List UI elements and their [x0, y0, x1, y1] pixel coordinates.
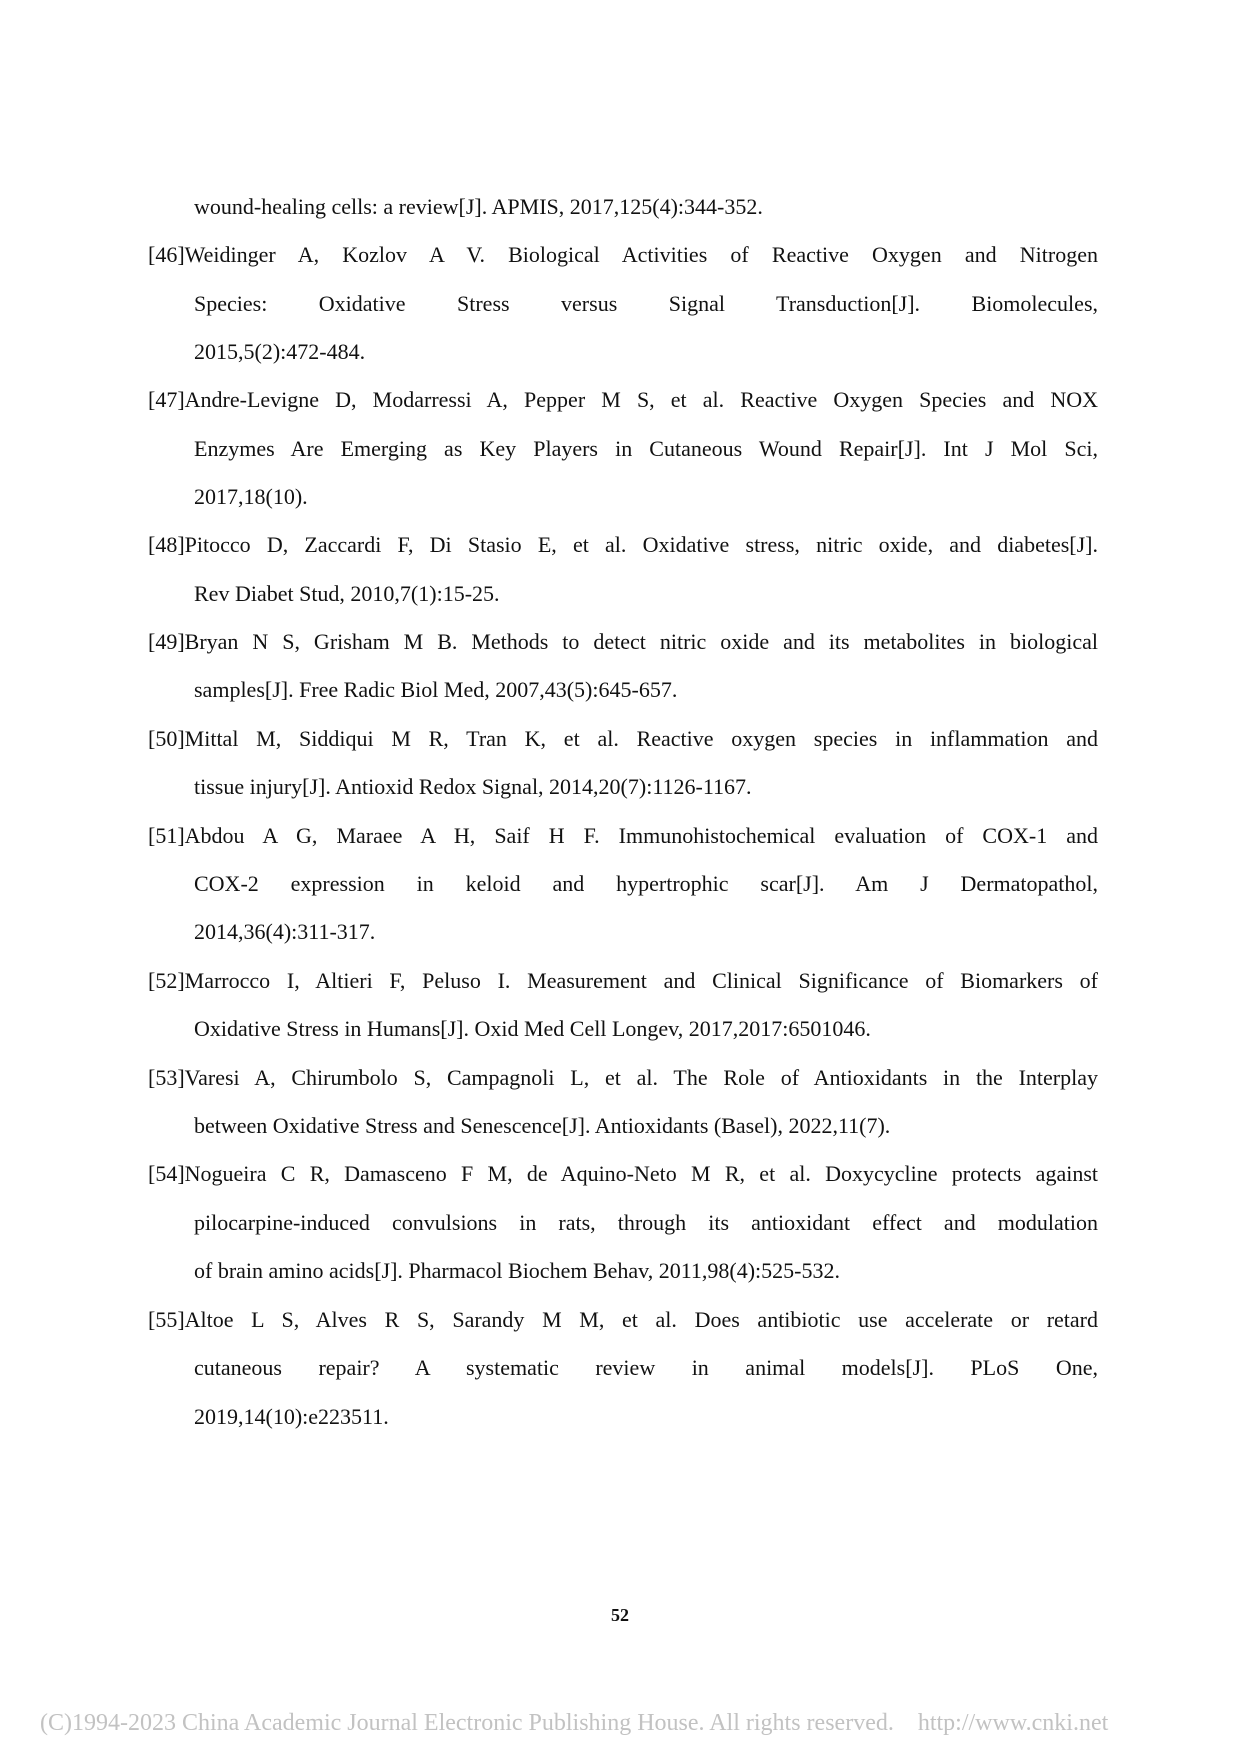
reference-53-line-2: between Oxidative Stress and Senescence[J]. Antioxidants (Basel), 2022,11(7). — [194, 1113, 891, 1138]
reference-55-number: [55] — [148, 1307, 185, 1332]
reference-48-number: [48] — [148, 532, 185, 557]
reference-45-continuation: wound-healing cells: a review[J]. APMIS, 2017,125(4):344-352. — [194, 194, 763, 219]
reference-52-text: Marrocco I, Altieri F, Peluso I. Measurement and Clinical Significance of Biomarkers of — [184, 968, 1098, 993]
reference-55-text: Altoe L S, Alves R S, Sarandy M M, et al. Does antibiotic use accelerate or retard — [184, 1307, 1098, 1332]
reference-54-line-2: pilocarpine-induced convulsions in rats, through its antioxidant effect and modulation — [194, 1210, 1098, 1235]
reference-47-text: Andre-Levigne D, Modarressi A, Pepper M S, et al. Reactive Oxygen Species and NOX — [184, 387, 1098, 412]
reference-51-line-3: 2014,36(4):311-317. — [194, 919, 376, 944]
reference-46-line-2: Species: Oxidative Stress versus Signal Transduction[J]. Biomolecules, — [194, 291, 1098, 316]
reference-49-text: Bryan N S, Grisham M B. Methods to detect nitric oxide and its metabolites in biological — [184, 629, 1098, 654]
reference-52-line-1 — [148, 967, 1098, 995]
reference-51-line-2: COX-2 expression in keloid and hypertrophic scar[J]. Am J Dermatopathol, — [194, 871, 1098, 896]
reference-46-number: [46] — [148, 242, 185, 267]
reference-49-line-2: samples[J]. Free Radic Biol Med, 2007,43(5):645-657. — [194, 677, 678, 702]
reference-50-text: Mittal M, Siddiqui M R, Tran K, et al. Reactive oxygen species in inflammation and — [184, 726, 1098, 751]
reference-50-number: [50] — [148, 726, 185, 751]
reference-52-line-2: Oxidative Stress in Humans[J]. Oxid Med Cell Longev, 2017,2017:6501046. — [194, 1016, 871, 1041]
footer-url[interactable]: http://www.cnki.net — [917, 1710, 1109, 1736]
reference-47-line-3: 2017,18(10). — [194, 484, 308, 509]
reference-51-number: [51] — [148, 823, 185, 848]
reference-47-number: [47] — [148, 387, 185, 412]
reference-53-number: [53] — [148, 1065, 185, 1090]
reference-55-line-2: cutaneous repair? A systematic review in animal models[J]. PLoS One, — [194, 1355, 1098, 1380]
reference-46-line-3: 2015,5(2):472-484. — [194, 339, 366, 364]
reference-54-number: [54] — [148, 1161, 185, 1186]
reference-48-line-2: Rev Diabet Stud, 2010,7(1):15-25. — [194, 581, 500, 606]
reference-46-text: Weidinger A, Kozlov A V. Biological Activities of Reactive Oxygen and Nitrogen — [184, 242, 1098, 267]
reference-53-line-1 — [148, 1064, 1098, 1092]
reference-47-line-2: Enzymes Are Emerging as Key Players in Cutaneous Wound Repair[J]. Int J Mol Sci, — [194, 436, 1098, 461]
copyright-text: (C)1994-2023 China Academic Journal Electronic Publishing House. All rights reserved. — [40, 1710, 894, 1736]
reference-49-line-1 — [148, 628, 1098, 656]
reference-50-line-2: tissue injury[J]. Antioxid Redox Signal, 2014,20(7):1126-1167. — [194, 774, 752, 799]
reference-48-line-1 — [148, 531, 1098, 559]
reference-51-line-1 — [148, 822, 1098, 850]
reference-53-text: Varesi A, Chirumbolo S, Campagnoli L, et al. The Role of Antioxidants in the Interplay — [184, 1065, 1098, 1090]
reference-50-line-1 — [148, 725, 1098, 753]
reference-47-line-1 — [148, 386, 1098, 414]
page-number: 52 — [611, 1605, 629, 1625]
reference-52-number: [52] — [148, 968, 185, 993]
reference-51-text: Abdou A G, Maraee A H, Saif H F. Immunohistochemical evaluation of COX-1 and — [184, 823, 1098, 848]
copyright-footer — [40, 1710, 1108, 1737]
reference-54-text: Nogueira C R, Damasceno F M, de Aquino-Neto M R, et al. Doxycycline protects against — [184, 1161, 1098, 1186]
reference-54-line-3: of brain amino acids[J]. Pharmacol Biochem Behav, 2011,98(4):525-532. — [194, 1258, 840, 1283]
reference-54-line-1 — [148, 1160, 1098, 1188]
reference-55-line-1 — [148, 1306, 1098, 1334]
reference-49-number: [49] — [148, 629, 185, 654]
reference-55-line-3: 2019,14(10):e223511. — [194, 1404, 389, 1429]
reference-48-text: Pitocco D, Zaccardi F, Di Stasio E, et al. Oxidative stress, nitric oxide, and diabetes[J]. — [184, 532, 1098, 557]
reference-46-line-1 — [148, 241, 1098, 269]
